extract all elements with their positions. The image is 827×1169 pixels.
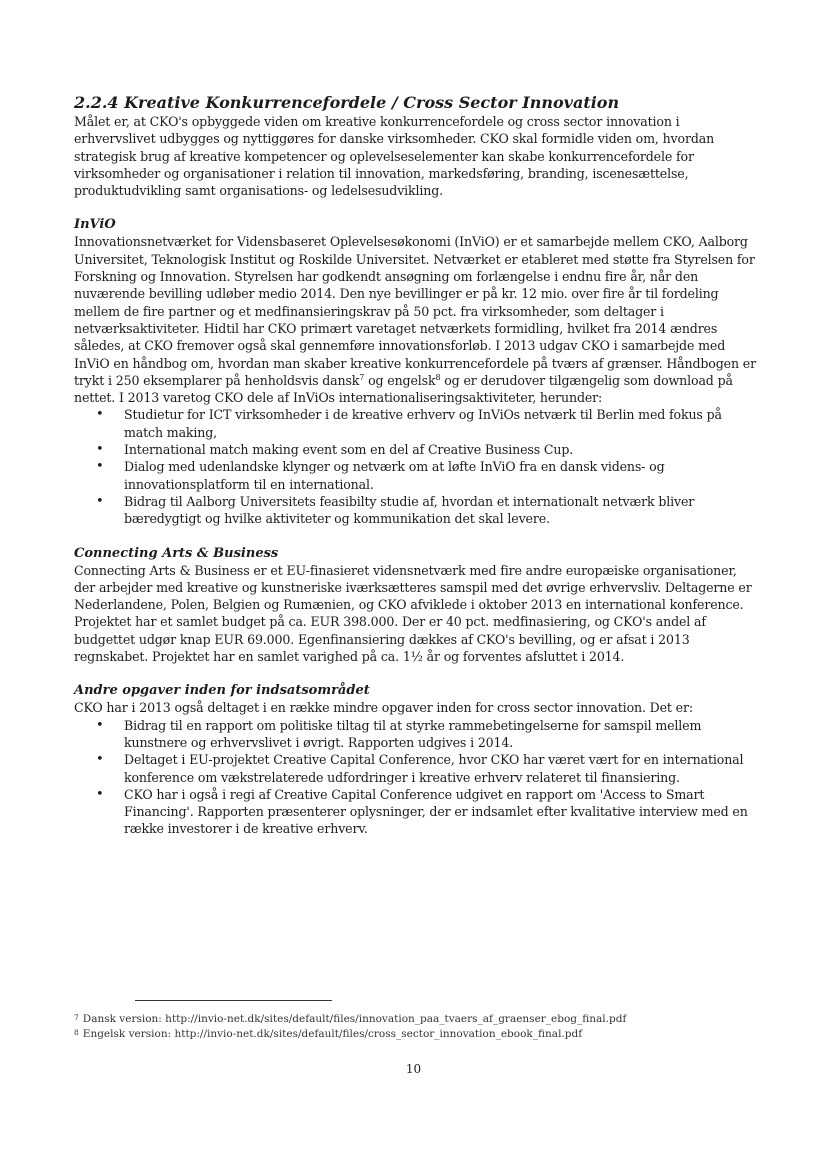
section-heading: 2.2.4 Kreative Konkurrencefordele / Cross Sector Innovation — [74, 93, 620, 112]
invio-text-a: Innovationsnetværket for Vidensbaseret Oplevelsesøkonomi (InViO) er et samarbejde mellem CKO, Aalborg Universitet, Teknologisk Institut og Roskilde Universitet. Netværket er etableret med støtte fra Styrelsen for Forskning og Innovation. Styrelsen har godkendt ansøgning om forlængelse i endnu fire år, når den nuværende bevilling udløber medio 2014. Den nye bevillinger er på kr. 12 mio. over fire år til fordeling mellem de fire partner og et medfinansieringskrav på 50 pct. fra virksomheder, som deltager i netværksaktiviteter. Hidtil har CKO primært varetaget netværkets formidling, hvilket fra 2014 ændres således, at CKO fremover også skal gennemføre innovationsforløb. I 2013 udgav CKO i samarbejde med InViO en håndbog om, hvordan man skaber kreative konkurrencefordele på tværs af grænser. Håndbogen er trykt i 250 eksemplarer på henholdsvis dansk — [74, 234, 756, 388]
section-invio — [74, 216, 758, 527]
footnote-link[interactable]: Dansk version: http://invio-net.dk/sites/default/files/innovation_paa_tvaers_af_graenser_ebog_final.pdf — [82, 1013, 627, 1025]
invio-bullet-list — [74, 406, 758, 527]
invio-paragraph — [74, 233, 758, 406]
footnote-ref-8[interactable]: 8 — [435, 372, 441, 382]
footnote-7: 7 Dansk version: http://invio-net.dk/sites/default/files/innovation_paa_tvaers_af_graenser_ebog_final.pdf — [74, 1013, 627, 1025]
section-intro — [74, 93, 758, 199]
footnotes — [74, 1011, 758, 1041]
cab-paragraph: Connecting Arts & Business er et EU-finasieret vidensnetværk med fire andre europæiske organisationer, der arbejder med kreative og kunstneriske iværksætteres samspil med det øvrige erhvervsliv. Deltagerne er Nederlandene, Polen, Belgien og Rumænien, og CKO afviklede i oktober 2013 en international konference. Projektet har et samlet budget på ca. EUR 398.000. Der er 40 pct. medfinasiering, og CKO's andel af budgettet udgør knap EUR 69.000. Egenfinansiering dækkes af CKO's bevilling, og er afsat i 2013 regnskabet. Projektet har en samlet varighed på ca. 1½ år og forventes afsluttet i 2014. — [74, 562, 752, 665]
footnote-link[interactable]: Engelsk version: http://invio-net.dk/sites/default/files/cross_sector_innovation_ebook_final.pdf — [82, 1028, 583, 1040]
section-andre-opgaver — [74, 682, 758, 837]
andre-bullet-list — [74, 717, 758, 838]
footnote-divider — [135, 1000, 332, 1001]
footnote-ref-7[interactable]: 7 — [359, 372, 365, 382]
cab-title: Connecting Arts & Business — [74, 545, 279, 561]
list-item: • CKO har i også i regi af Creative Capital Conference udgivet en rapport om 'Access to Smart Financing'. Rapporten præsenterer oplysninger, der er indsamlet efter kvalitative interview med en række investorer i de kreative erhverv. — [74, 786, 758, 838]
footnote-8: 8 Engelsk version: http://invio-net.dk/sites/default/files/cross_sector_innovation_ebook_final.pdf — [74, 1028, 583, 1040]
page-number: 10 — [405, 1062, 422, 1076]
andre-title: Andre opgaver inden for indsatsområdet — [74, 683, 370, 699]
list-item: • Studietur for ICT virksomheder i de kreative erhverv og InViOs netværk til Berlin med fokus på match making, — [74, 406, 758, 441]
list-item: • Bidrag til Aalborg Universitets feasibilty studie af, hvordan et internationalt netværk bliver bæredygtigt og hvilke aktiviteter og kommunikation det skal levere. — [74, 493, 758, 528]
intro-paragraph: Målet er, at CKO's opbyggede viden om kreative konkurrencefordele og cross sector innovation i erhvervslivet udbygges og nyttiggøres for danske virksomheder. CKO skal formidle viden om, hvordan strategisk brug af kreative kompetencer og oplevelseselementer kan skabe konkurrencefordele for virksomheder og organisationer i relation til innovation, markedsføring, branding, iscenesættelse, produktudvikling samt organisations- og ledelsesudvikling. — [74, 114, 715, 199]
page-body — [74, 93, 758, 855]
list-item: • Bidrag til en rapport om politiske tiltag til at styrke rammebetingelserne for samspil mellem kunstnere og erhvervslivet i øvrigt. Rapporten udgives i 2014. — [74, 717, 758, 752]
invio-text-b: og engelsk — [364, 372, 436, 388]
list-item: • Deltaget i EU-projektet Creative Capital Conference, hvor CKO har været vært for en international konference om vækstrelaterede udfordringer i kreative erhverv relateret til finansiering. — [74, 751, 758, 786]
section-connecting-arts — [74, 545, 758, 666]
andre-paragraph: CKO har i 2013 også deltaget i en række mindre opgaver inden for cross sector innovation. Det er: — [74, 700, 693, 716]
list-item: • International match making event som en del af Creative Business Cup. — [74, 441, 758, 458]
invio-title: InViO — [74, 217, 116, 233]
invio-text-c: og er derudover tilgængelig som download på nettet. I 2013 varetog CKO dele af InViOs internationaliseringsaktiviteter, herunder: — [74, 372, 733, 406]
list-item: • Dialog med udenlandske klynger og netværk om at løfte InViO fra en dansk videns- og innovationsplatform til en international. — [74, 458, 758, 493]
